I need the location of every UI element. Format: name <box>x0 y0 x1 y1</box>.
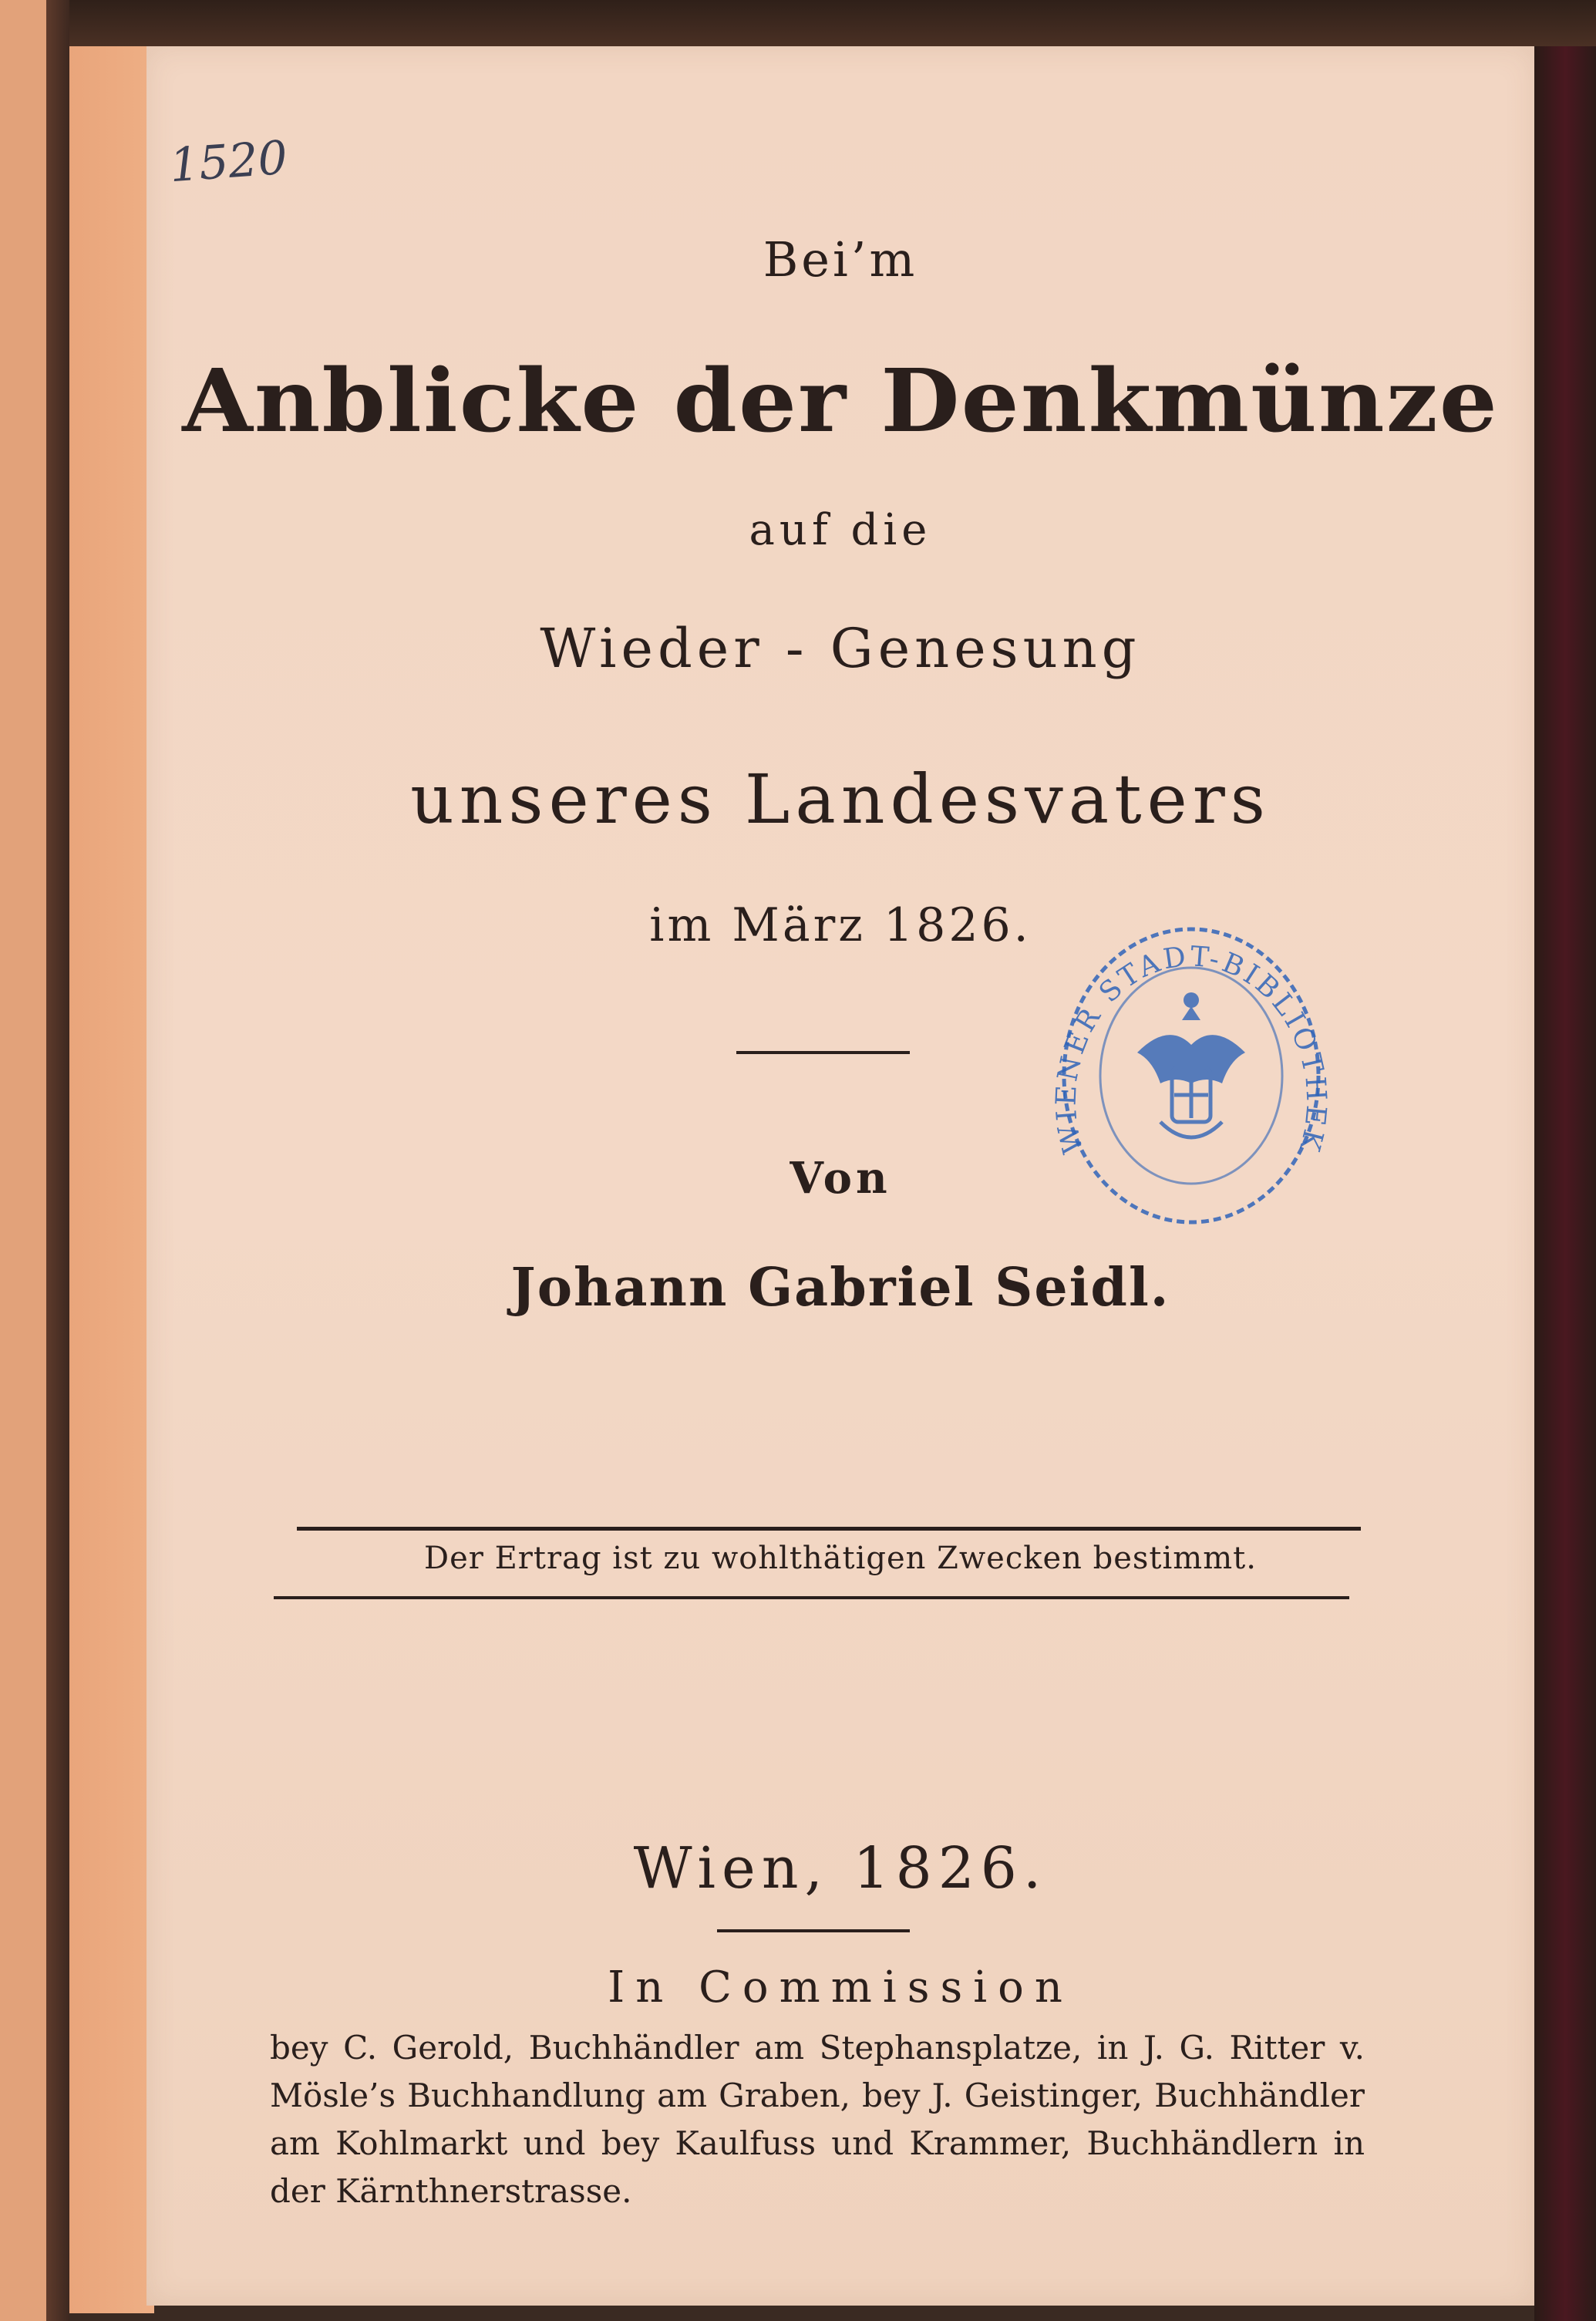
top-edge <box>0 0 1596 46</box>
title-beim: Bei’m <box>763 231 918 288</box>
proceeds-note: Der Ertrag ist zu wohlthätigen Zwecken bestimmt. <box>424 1541 1257 1576</box>
title-landesvaters: unseres Landesvaters <box>410 760 1271 839</box>
imprint-rule <box>717 1929 910 1932</box>
handwritten-shelfmark: 1520 <box>167 130 289 194</box>
imprint-place-year: Wien, 1826. <box>633 1835 1048 1902</box>
note-bottom-rule <box>274 1596 1349 1599</box>
left-leaf-edge <box>0 0 46 2321</box>
note-top-rule <box>297 1527 1361 1531</box>
divider-rule <box>736 1051 910 1054</box>
binding-strip <box>69 46 154 2313</box>
eagle-crest-icon <box>1137 992 1245 1137</box>
imprint-commission: In Commission <box>608 1962 1073 2013</box>
imprint-details: bey C. Gerold, Buchhändler am Stephansplatze, in J. G. Ritter v. Mösle’s Buchhandlung am Graben, bey J. Geistinger, Buchhändler am Kohlmarkt und bey Kaulfuss und Krammer, Buchhändlern in der Kärnthnerstrasse. <box>270 2029 1365 2210</box>
author-name: Johann Gabriel Seidl. <box>510 1257 1170 1319</box>
title-auf-die: auf die <box>749 505 932 555</box>
title-date: im März 1826. <box>649 898 1032 952</box>
title-main: Anblicke der Denkmünze <box>182 349 1499 452</box>
stamp-text: WIENER STADT-BIBLIOTHEK <box>1050 940 1332 1157</box>
author-von: Von <box>790 1153 891 1204</box>
right-cover-edge <box>1534 46 1596 2321</box>
title-wieder-genesung: Wieder - Genesung <box>540 617 1141 680</box>
